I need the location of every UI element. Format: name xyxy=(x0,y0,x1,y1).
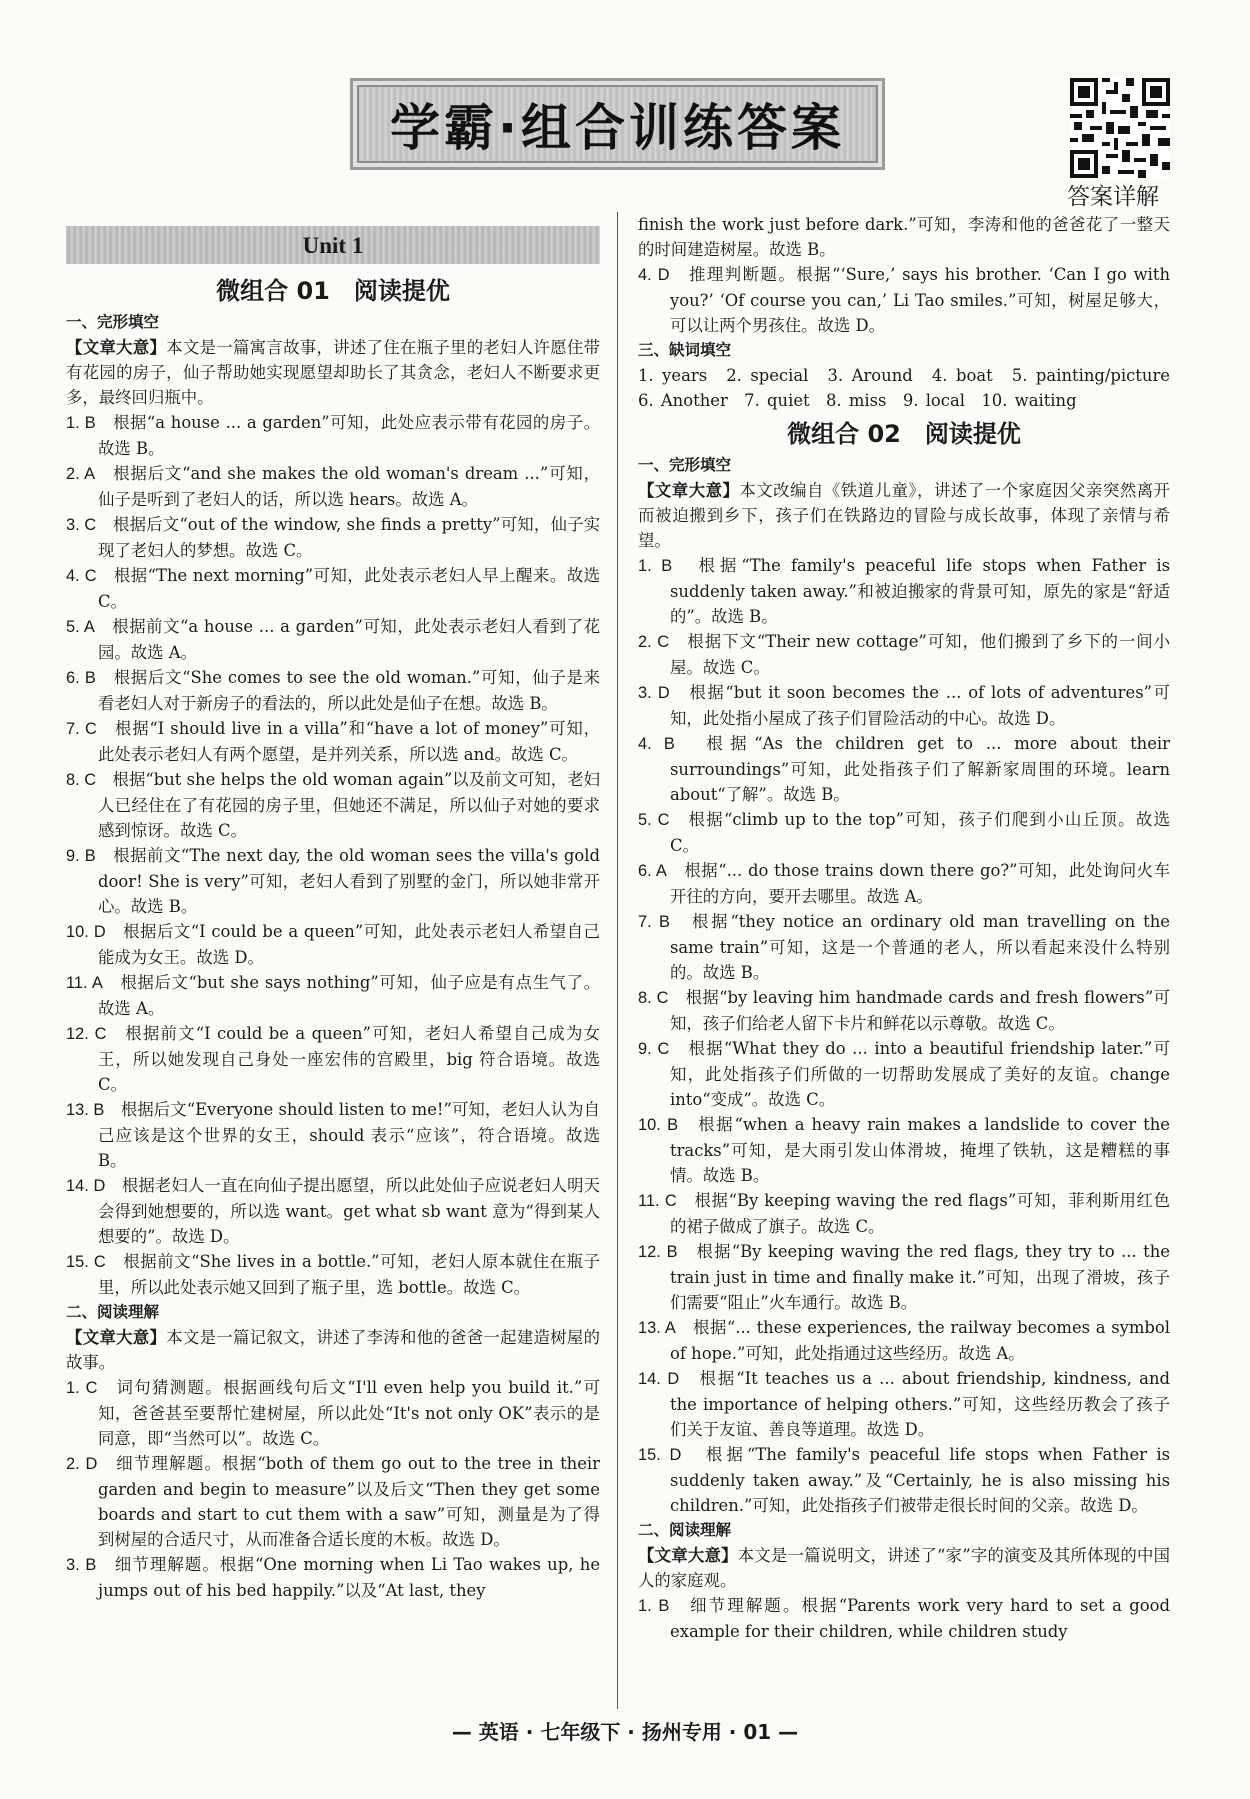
answer-text: 根据“climb up to the top”可知，孩子们爬到小山丘顶。故选 C。 xyxy=(670,810,1171,855)
answer-number: 1. B xyxy=(66,414,96,432)
answer-item xyxy=(638,1188,1170,1239)
answer-item xyxy=(66,767,600,843)
answer-number: 14. D xyxy=(638,1370,680,1388)
answer-text: 根据“It teaches us a ... about friendship, kindness, and the importance of helping others.”可知，这些经历教会了孩子们关于友谊、善良等道理。故选 D。 xyxy=(670,1369,1171,1439)
answer-number: 8. C xyxy=(638,989,669,1007)
answer-item xyxy=(66,410,600,461)
qr-code[interactable] xyxy=(1070,78,1170,178)
right-column xyxy=(638,212,1187,1644)
answer-item xyxy=(66,1451,600,1552)
answer-item xyxy=(638,1442,1170,1518)
section-heading: 二、阅读理解 xyxy=(638,1521,732,1539)
answer-text: 词句猜测题。根据画线句后文“I'll even help you build it.”可知，爸爸甚至要帮忙建树屋，所以此处“It's not only OK”表示的是同意，即“当然可以”。故选 C。 xyxy=(98,1378,601,1448)
answer-number: 10. B xyxy=(638,1116,679,1134)
answer-number: 4. D xyxy=(638,266,670,284)
answer-text: 根据前文“The next day, the old woman sees the villa's gold door! She is very”可知，老妇人看到了别墅的金门，所以她非常开心。故选 B。 xyxy=(98,846,600,916)
answer-text: 根据前文“She lives in a bottle.”可知，老妇人原本就住在瓶子里，所以此处表示她又回到了瓶子里，选 bottle。故选 C。 xyxy=(98,1252,600,1297)
answer-number: 3. B xyxy=(66,1556,97,1574)
answer-number: 15. C xyxy=(66,1253,106,1271)
answer-number: 4. B xyxy=(638,735,675,753)
answer-number: 6. A xyxy=(638,862,667,880)
answer-number: 2. C xyxy=(638,633,670,651)
answer-text: 根据“The family's peaceful life stops when Father is suddenly taken away.”和被迫搬家的背景可知，原先的家是“舒适的”。故选 B。 xyxy=(670,556,1171,626)
section-heading: 一、完形填空 xyxy=(66,313,160,331)
summary-tag: 【文章大意】 xyxy=(66,1328,167,1347)
answer-text: 根据前文“a house ... a garden”可知，此处表示老妇人看到了花园。故选 A。 xyxy=(98,617,600,662)
answer-item xyxy=(66,970,600,1021)
answer-text: 根据后文“and she makes the old woman's dream ...”可知，仙子是听到了老妇人的话，所以选 hears。故选 A。 xyxy=(98,464,600,509)
summary-tag: 【文章大意】 xyxy=(66,338,167,357)
answer-list xyxy=(66,1375,600,1603)
answer-number: 11. C xyxy=(638,1192,677,1210)
answer-item xyxy=(66,1021,600,1097)
answer-number: 1. C xyxy=(66,1379,98,1397)
answer-number: 2. A xyxy=(66,465,96,483)
answer-text: 根据后文“I could be a queen”可知，此处表示老妇人希望自己能成为女王。故选 D。 xyxy=(98,922,600,967)
answer-number: 11. A xyxy=(66,974,103,992)
unit-heading: Unit 1 xyxy=(66,226,600,264)
answer-item xyxy=(638,553,1170,629)
answer-text: 根据“By keeping waving the red flags”可知，菲利斯用红色的裙子做成了旗子。故选 C。 xyxy=(670,1191,1171,1236)
answer-number: 5. A xyxy=(66,618,95,636)
summary-tag: 【文章大意】 xyxy=(638,481,740,500)
answer-number: 12. C xyxy=(66,1025,107,1043)
answer-number: 15. D xyxy=(638,1446,682,1464)
title-banner xyxy=(350,78,885,170)
article-summary xyxy=(66,1325,600,1375)
answer-item xyxy=(66,1097,600,1173)
answer-number: 10. D xyxy=(66,923,106,941)
answer-item xyxy=(66,1173,600,1249)
answer-text: 根据“but it soon becomes the ... of lots of adventures”可知，此处指小屋成了孩子们冒险活动的中心。故选 D。 xyxy=(670,683,1171,728)
summary-text: 本文改编自《铁道儿童》，讲述了一个家庭因父亲突然离开而被迫搬到乡下，孩子们在铁路边的冒险与成长故事，体现了亲情与希望。 xyxy=(638,481,1170,550)
answer-item xyxy=(66,919,600,970)
answer-number: 7. C xyxy=(66,720,97,738)
answer-list xyxy=(638,1593,1170,1644)
answer-number: 13. A xyxy=(638,1319,676,1337)
group-title: 微组合 02 阅读提优 xyxy=(787,420,1021,448)
answer-number: 6. B xyxy=(66,669,96,687)
answer-text: 推理判断题。根据“‘Sure,’ says his brother. ‘Can I go with you?’ ‘Of course you can,’ Li Tao smiles.”可知，树屋足够大，可以让两个男孩住。故选 D。 xyxy=(670,265,1171,335)
answer-item xyxy=(638,731,1170,807)
answer-item xyxy=(66,614,600,665)
answer-text: 根据“but she helps the old woman again”以及前文可知，老妇人已经住在了有花园的房子里，但她还不满足，所以仙子对她的要求感到惊讶。故选 C。 xyxy=(98,770,600,840)
answer-item xyxy=(638,1239,1170,1315)
answer-list xyxy=(66,410,600,1300)
answer-number: 8. C xyxy=(66,771,97,789)
answer-text: 根据“... do those trains down there go?”可知，此处询问火车开往的方向，要开去哪里。故选 A。 xyxy=(670,861,1170,906)
answer-text: 根据“... these experiences, the railway becomes a symbol of hope.”可知，此处指通过这些经历。故选 A。 xyxy=(670,1318,1171,1363)
answer-text: 根据“What they do ... into a beautiful friendship later.”可知，此处指孩子们所做的一切帮助发展成了美好的友谊。change into“变成”。故选 C。 xyxy=(670,1039,1170,1109)
answer-item xyxy=(66,843,600,919)
answer-text: 根据前文“I could be a queen”可知，老妇人希望自己成为女王，所以她发现自己身处一座宏伟的宫殿里，big 符合语境。故选 C。 xyxy=(98,1024,600,1094)
answer-number: 4. C xyxy=(66,567,97,585)
answer-text: 根据“a house ... a garden”可知，此处应表示带有花园的房子。故选 B。 xyxy=(98,413,601,458)
summary-text: 本文是一篇记叙文，讲述了李涛和他的爸爸一起建造树屋的故事。 xyxy=(66,1328,601,1372)
answer-text: 根据后文“She comes to see the old woman.”可知，仙子是来看老妇人对于新房子的看法的，所以此处是仙子在想。故选 B。 xyxy=(98,668,601,713)
summary-text: 本文是一篇寓言故事，讲述了住在瓶子里的老妇人许愿住带有花园的房子，仙子帮助她实现愿望却助长了其贪念，老妇人不断要求更多，最终回归瓶中。 xyxy=(66,338,601,407)
answer-item xyxy=(638,985,1170,1036)
answer-text: 根据后文“Everyone should listen to me!”可知，老妇人认为自己应该是这个世界的女王，should 表示“应该”，符合语境。故选 B。 xyxy=(98,1100,601,1170)
answer-number: 12. B xyxy=(638,1243,678,1261)
answer-text: 根据下文“Their new cottage”可知，他们搬到了乡下的一间小屋。故选 C。 xyxy=(670,632,1170,677)
answer-text: 根据“As the children get to ... more about their surroundings”可知，此处指孩子们了解新家周围的环境。learn about“了解”。故选 B。 xyxy=(670,734,1170,804)
answer-item xyxy=(638,1315,1170,1366)
answer-text: 根据“The next morning”可知，此处表示老妇人早上醒来。故选 C。 xyxy=(98,566,601,611)
answer-item xyxy=(66,1249,600,1300)
answer-item xyxy=(66,512,600,563)
answer-item xyxy=(638,858,1170,909)
answer-text: 根据“By keeping waving the red flags, they try to ... the train just in time and finally make it.”可知，出现了滑坡，孩子们需要“阻止”火车通行。故选 B。 xyxy=(670,1242,1170,1312)
page-footer: — 英语 · 七年级下 · 扬州专用 · 01 — xyxy=(451,1720,799,1744)
section-heading: 二、阅读理解 xyxy=(66,1303,160,1321)
answer-list xyxy=(638,553,1170,1518)
answer-number: 1. B xyxy=(638,1597,670,1615)
answer-text: 细节理解题。根据“Parents work very hard to set a good example for their children, while children study xyxy=(670,1596,1171,1641)
answer-number: 1. B xyxy=(638,557,673,575)
page-title: 学霸·组合训练答案 xyxy=(390,99,845,157)
answer-item xyxy=(66,461,600,512)
answer-text: 根据“they notice an ordinary old man travelling on the same train”可知，这是一个普通的老人，所以看起来没什么特别的。故选 B。 xyxy=(670,912,1171,982)
article-summary xyxy=(638,478,1170,553)
answer-text: 根据老妇人一直在向仙子提出愿望，所以此处仙子应说老妇人明天会得到她想要的，所以选 want。get what sb want 意为“得到某人想要的”。故选 D。 xyxy=(98,1176,600,1246)
answer-number: 3. D xyxy=(638,684,670,702)
fill-in-answers: 1. years 2. special 3. Around 4. boat 5. painting/picture 6. Another 7. quiet 8. miss 9. local 10. waiting xyxy=(638,366,1187,410)
answer-text: 细节理解题。根据“both of them go out to the tree in their garden and begin to measure”以及后文“Then they get some boards and start to cut them with a saw”可知，测量是为了得到树屋的合适尺寸，从而准备合适长度的木板。故选 D。 xyxy=(98,1454,601,1549)
group-title: 微组合 01 阅读提优 xyxy=(216,277,450,305)
answer-item xyxy=(638,1112,1170,1188)
answer-item xyxy=(638,629,1170,680)
answer-number: 5. C xyxy=(638,811,670,829)
answer-number: 13. B xyxy=(66,1101,105,1119)
answer-number: 14. D xyxy=(66,1177,106,1195)
answer-item xyxy=(66,1375,600,1451)
answer-number: 2. D xyxy=(66,1455,98,1473)
answer-item xyxy=(638,680,1170,731)
answer-item xyxy=(66,563,600,614)
answer-text: 根据“when a heavy rain makes a landslide to cover the tracks”可知，是大雨引发山体滑坡，掩埋了铁轨，这是糟糕的事情。故选 B。 xyxy=(670,1115,1170,1185)
answer-text: 根据“by leaving him handmade cards and fresh flowers”可知，孩子们给老人留下卡片和鲜花以示尊敬。故选 C。 xyxy=(670,988,1171,1033)
answer-item xyxy=(638,909,1170,985)
answer-number: 9. C xyxy=(638,1040,670,1058)
answer-number: 3. C xyxy=(66,516,97,534)
continued-answer: finish the work just before dark.”可知，李涛和他的爸爸花了一整天的时间建造树屋。故选 B。 xyxy=(638,215,1170,259)
answer-item xyxy=(638,1593,1170,1644)
section-heading: 一、完形填空 xyxy=(638,456,732,474)
answer-text: 根据“I should live in a villa”和“have a lot of money”可知，此处表示老妇人有两个愿望，是并列关系，所以选 and。故选 C。 xyxy=(98,719,601,764)
summary-text: 本文是一篇说明文，讲述了“家”字的演变及其所体现的中国人的家庭观。 xyxy=(638,1546,1170,1590)
column-divider xyxy=(617,212,618,1709)
article-summary xyxy=(638,1543,1170,1593)
answer-item xyxy=(638,262,1170,338)
answer-number: 9. B xyxy=(66,847,96,865)
summary-tag: 【文章大意】 xyxy=(638,1546,738,1565)
answer-item xyxy=(66,716,600,767)
answer-item xyxy=(638,807,1170,858)
answer-text: 根据后文“but she says nothing”可知，仙子应是有点生气了。故选 A。 xyxy=(98,973,601,1018)
article-summary xyxy=(66,335,600,410)
answer-text: 根据“The family's peaceful life stops when Father is suddenly taken away.”及“Certainly, he is also missing his children.”可知，此处指孩子们被带走很长时间的父亲。故选 D。 xyxy=(670,1445,1170,1515)
qr-caption: 答案详解 xyxy=(1067,184,1159,210)
answer-item xyxy=(638,1366,1170,1442)
answer-item xyxy=(66,1552,600,1603)
section-heading: 三、缺词填空 xyxy=(638,341,732,359)
left-column xyxy=(66,212,600,1603)
answer-item xyxy=(638,1036,1170,1112)
answer-text: 细节理解题。根据“One morning when Li Tao wakes up, he jumps out of his bed happily.”以及“At last, they xyxy=(98,1555,601,1600)
qr-code-icon xyxy=(1070,78,1170,178)
answer-item xyxy=(66,665,600,716)
answer-text: 根据后文“out of the window, she finds a pretty”可知，仙子实现了老妇人的梦想。故选 C。 xyxy=(98,515,601,560)
answer-number: 7. B xyxy=(638,913,670,931)
